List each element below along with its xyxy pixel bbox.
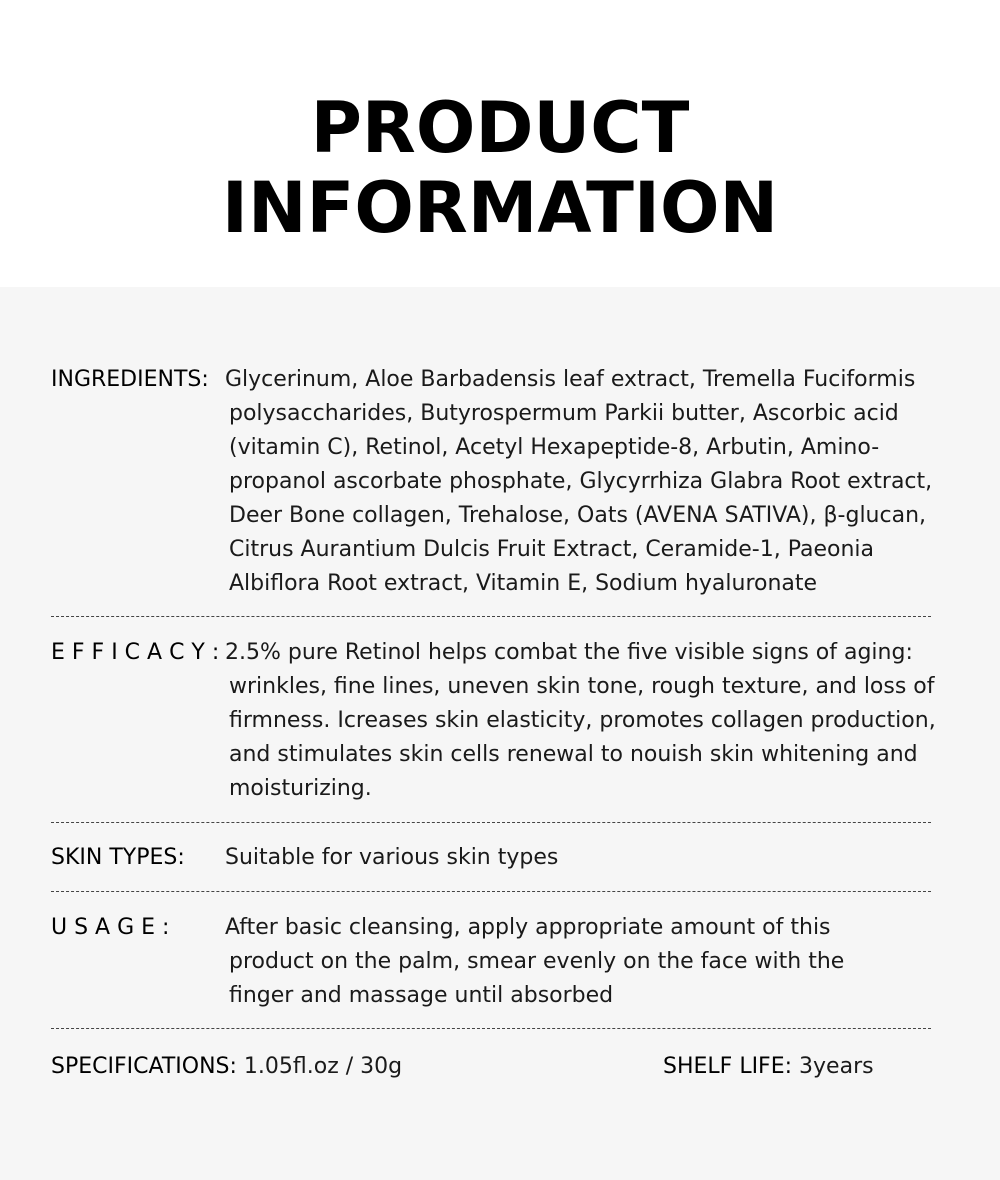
shelf-life-value: 3years (799, 1054, 874, 1079)
divider (51, 616, 931, 617)
skin-types-label: SKIN TYPES: (51, 845, 185, 870)
divider (51, 822, 931, 823)
shelf-life-label: SHELF LIFE: (663, 1054, 793, 1079)
specifications-value: 1.05fl.oz / 30g (243, 1054, 403, 1079)
title-line-2: INFORMATION (221, 167, 779, 249)
title-line-1: PRODUCT (310, 87, 690, 169)
divider (51, 1028, 931, 1029)
shelf-life (663, 1050, 874, 1084)
ingredients-label: INGREDIENTS: (51, 367, 209, 392)
header (0, 0, 1000, 287)
page-title (0, 88, 1000, 248)
usage-label: U S A G E : (51, 915, 170, 940)
specifications-label: SPECIFICATIONS: (51, 1054, 237, 1079)
skin-types-text: Suitable for various skin types (225, 845, 559, 870)
ingredients-text: Glycerinum, Aloe Barbadensis leaf extract, Tremella Fuciformis polysaccharides, Butyrospermum Parkii butter, Ascorbic acid (vitamin C), Retinol, Acetyl Hexapeptide-8, Arbutin, Amino-propanol ascorbate phosphate, Glycyrrhiza Glabra Root extract, Deer Bone collagen, Trehalose, Oats (AVENA SATIVA), β-glucan, Citrus Aurantium Dulcis Fruit Extract, Ceramide-1, Paeonia Albiflora Root extract, Vitamin E, Sodium hyaluronate (225, 367, 933, 596)
efficacy-label: E F F I C A C Y : (51, 640, 220, 665)
usage-text: After basic cleansing, apply appropriate amount of this product on the palm, smear evenly on the face with the finger and massage until absorbed (225, 915, 845, 1008)
efficacy-text: 2.5% pure Retinol helps combat the five visible signs of aging: wrinkles, fine lines, uneven skin tone, rough texture, and loss of firmness. Icreases skin elasticity, promotes collagen production, and stimulates skin cells renewal to nouish skin whitening and moisturizing. (225, 640, 936, 801)
divider (51, 891, 931, 892)
specifications (51, 1050, 402, 1084)
